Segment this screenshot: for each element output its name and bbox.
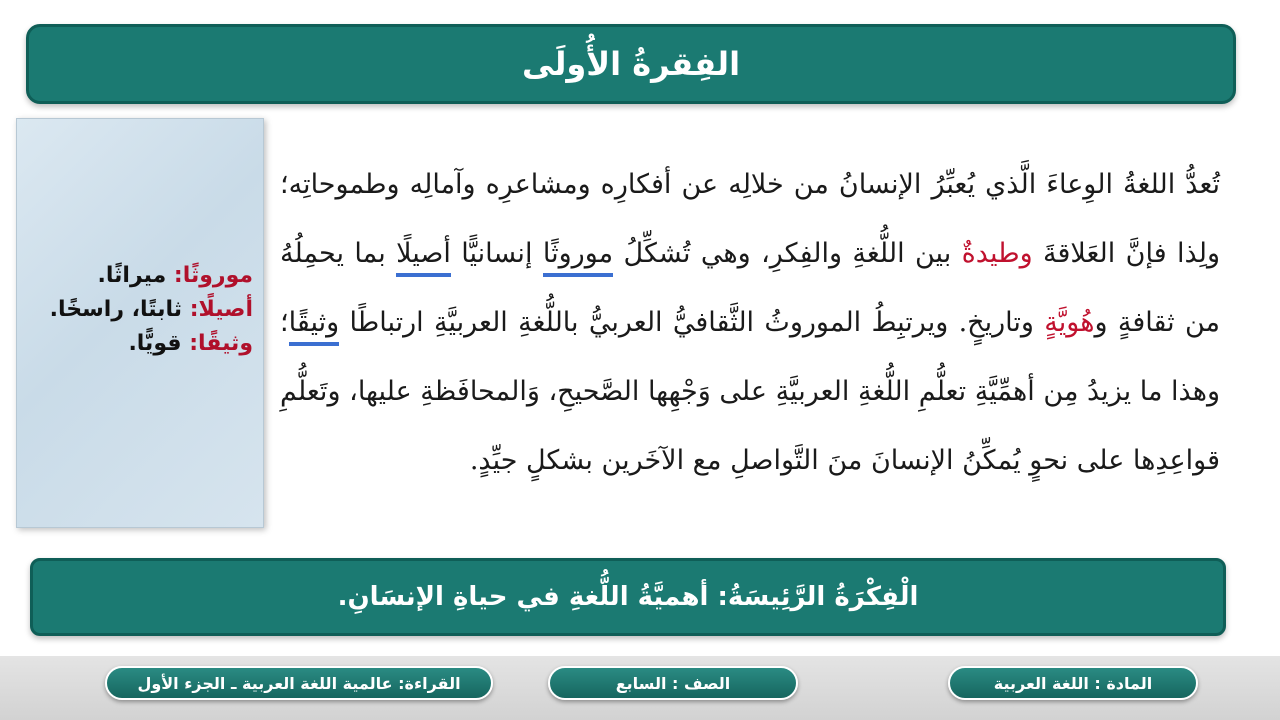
reading-passage [280,150,1220,495]
passage-text: وتاريخٍ. ويرتبِطُ الموروثُ الثَّقافيُّ العربيُّ باللُّغةِ العربيَّةِ ارتباطًا [339,307,1045,338]
highlighted-word: وطيدةٌ [961,238,1033,269]
underlined-word: أصيلًا [396,238,451,277]
grade-label: الصف : السابع [615,673,731,693]
vocab-meaning: قويًّا. [128,331,182,356]
passage-text: بين اللُّغةِ والفِكرِ، وهي تُشكِّلُ [613,238,962,269]
reading-label: القراءة: عالمية اللغة العربية ـ الجزء الأول [137,673,461,693]
vocab-item [17,293,253,327]
vocab-meaning: ثابتًا، راسخًا. [49,297,183,322]
vocab-item [17,259,253,293]
main-idea-banner [30,558,1226,636]
highlighted-word: هُويَّةٍ [1044,307,1095,338]
vocabulary-box [16,118,264,528]
passage-text: ؛ وهذا ما يزيدُ مِن أهمِّيَّةِ تعلُّمِ اللُّغةِ العربيَّةِ على وَجْهِها الصَّحيحِ، وَالمحافَظةِ عليها، وتَعلُّمِ قواعِدِها على نحوٍ يُمكِّنُ الإنسانَ منَ التَّواصلِ مع الآخَرين بشكلٍ جيِّدٍ. [280,307,1220,476]
vocab-meaning: ميراثًا. [97,263,167,288]
passage-text: تُعدُّ اللغةُ الوِعاءَ الَّذي يُعبِّرُ الإنسانُ من خلالِه عن أفكارِه ومشاعرِه وآمالِه وطموحاتِه؛ ولِذا فإنَّ العَلاقةَ [280,169,1220,269]
lesson-title: الفِقرةُ الأُولَى [521,45,741,83]
vocab-item [17,327,253,361]
lesson-title-banner [26,24,1236,104]
main-idea-text: الْفِكْرَةُ الرَّئِيسَةُ: أهميَّةُ اللُّغةِ في حياةِ الإنسَانِ. [337,582,919,612]
reading-pill [105,666,493,700]
passage-text: إنسانيًّا [450,238,543,269]
vocab-word: أصيلًا: [189,297,253,322]
grade-pill [548,666,798,700]
passage-text: بما يحمِلُهُ من ثقافةٍ و [280,238,1220,338]
subject-pill [948,666,1198,700]
subject-label: المادة : اللغة العربية [993,673,1153,693]
vocab-word: موروثًا: [173,263,253,288]
underlined-word: موروثًا [543,238,613,277]
vocab-word: وثيقًا: [189,331,253,356]
underlined-word: وثيقًا [289,307,340,346]
